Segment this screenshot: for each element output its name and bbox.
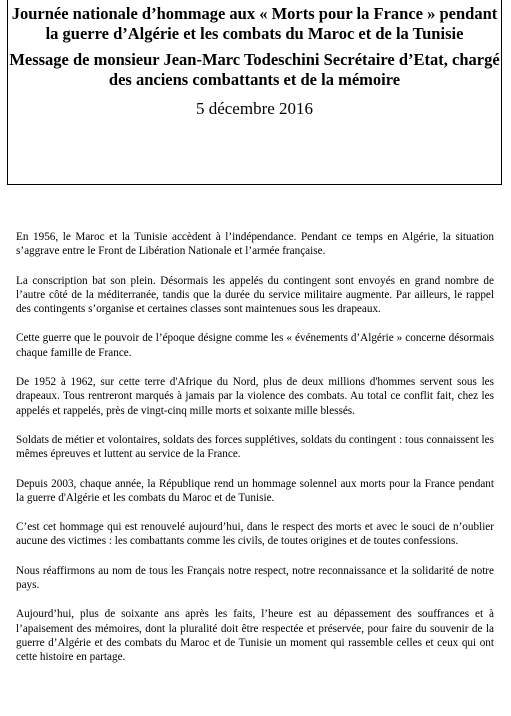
body-text bbox=[16, 230, 494, 680]
paragraph: Soldats de métier et volontaires, soldats des forces supplétives, soldats du contingent : tous connaissent les mêmes épreuves et luttent au service de la France. bbox=[16, 433, 494, 461]
header-box bbox=[7, 0, 502, 185]
paragraph: Nous réaffirmons au nom de tous les Français notre respect, notre reconnaissance et la solidarité de notre pays. bbox=[16, 564, 494, 592]
document-date: 5 décembre 2016 bbox=[195, 99, 314, 118]
paragraph: Aujourd’hui, plus de soixante ans après les faits, l’heure est au dépassement des souffrances et à l’apaisement des mémoires, dont la pluralité doit être respectée et préservée, pour faire du souvenir de la guerre d’Algérie et des combats du Maroc et de Tunisie un moment qui rassemble celles et ceux qui ont cette histoire en partage. bbox=[16, 608, 494, 664]
paragraph: La conscription bat son plein. Désormais les appelés du contingent sont envoyés en grand nombre de l’autre côté de la méditerranée, tandis que la durée du service militaire augmente. Par ailleurs, le rappel des contingents s’organise et certaines classes sont maintenues sous les drapeaux. bbox=[16, 274, 494, 316]
message-heading: Message de monsieur Jean-Marc Todeschini Secrétaire d’Etat, chargé des anciens combattants et de la mémoire bbox=[9, 50, 500, 89]
paragraph: De 1952 à 1962, sur cette terre d'Afrique du Nord, plus de deux millions d'hommes servent sous les drapeaux. Tous rentreront marqués à jamais par la violence des combats. Au total ce conflit fait, chez les appelés et rappelés, près de vingt-cinq mille morts et soixante mille blessés. bbox=[16, 376, 494, 417]
paragraph: C’est cet hommage qui est renouvelé aujourd’hui, dans le respect des morts et avec le souci de n’oublier aucune des victimes : les combattants comme les civils, de toutes origines et de toutes confessions. bbox=[16, 521, 494, 548]
paragraph: En 1956, le Maroc et la Tunisie accèdent à l’indépendance. Pendant ce temps en Algérie, la situation s’aggrave entre le Front de Libération Nationale et l’armée française. bbox=[16, 231, 494, 258]
paragraph: Cette guerre que le pouvoir de l’époque désigne comme les « événements d’Algérie » concerne désormais chaque famille de France. bbox=[16, 332, 494, 359]
document-title: Journée nationale d’hommage aux « Morts pour la France » pendant la guerre d’Algérie et les combats du Maroc et de la Tunisie bbox=[11, 4, 498, 43]
paragraph: Depuis 2003, chaque année, la République rend un hommage solennel aux morts pour la France pendant la guerre d'Algérie et les combats du Maroc et de Tunisie. bbox=[16, 477, 494, 504]
